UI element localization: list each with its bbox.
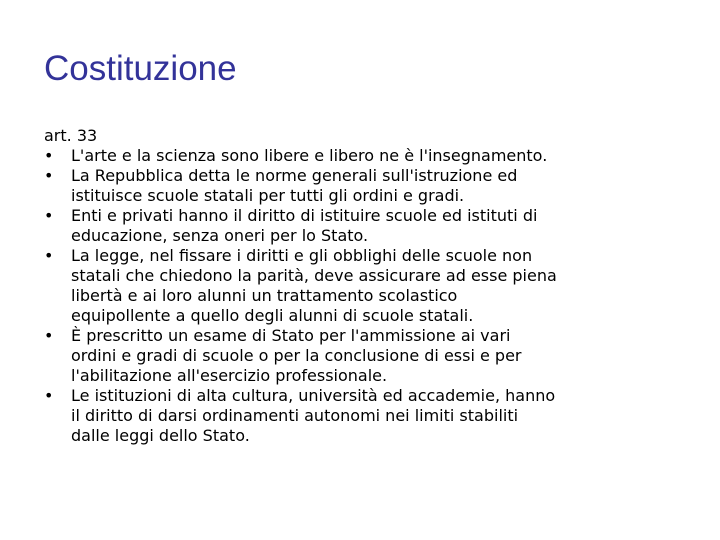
list-item-line: La Repubblica detta le norme generali sull'istruzione ed	[71, 166, 518, 185]
bullet-icon: •	[44, 246, 54, 265]
bullet-icon: •	[44, 166, 54, 185]
slide-title: Costituzione	[44, 49, 237, 88]
list-item-line: La legge, nel fissare i diritti e gli obblighi delle scuole non	[71, 246, 533, 265]
list-item	[44, 386, 694, 446]
list-item-line: il diritto di darsi ordinamenti autonomi nei limiti stabiliti	[71, 406, 519, 425]
list-item-line: dalle leggi dello Stato.	[71, 426, 250, 445]
list-item	[44, 206, 694, 246]
list-item-line: libertà e ai loro alunni un trattamento scolastico	[71, 286, 458, 305]
list-item-line: istituisce scuole statali per tutti gli ordini e gradi.	[71, 186, 465, 205]
list-item-line: statali che chiedono la parità, deve assicurare ad esse piena	[71, 266, 557, 285]
bullet-icon: •	[44, 146, 54, 165]
list-item	[44, 246, 694, 326]
article-heading: art. 33	[44, 126, 98, 145]
list-item-line: Enti e privati hanno il diritto di istituire scuole ed istituti di	[71, 206, 538, 225]
list-item-line: È prescritto un esame di Stato per l'ammissione ai vari	[71, 326, 511, 345]
bullet-icon: •	[44, 386, 54, 405]
list-item-line: ordini e gradi di scuole o per la conclusione di essi e per	[71, 346, 522, 365]
list-item-line: l'abilitazione all'esercizio professionale.	[71, 366, 388, 385]
list-item	[44, 326, 694, 386]
bullet-icon: •	[44, 326, 54, 345]
list-item	[44, 146, 694, 166]
bullet-icon: •	[44, 206, 54, 225]
slide-body	[44, 126, 694, 446]
article-points-list	[44, 146, 694, 446]
list-item-line: Le istituzioni di alta cultura, università ed accademie, hanno	[71, 386, 556, 405]
list-item	[44, 166, 694, 206]
list-item-line: educazione, senza oneri per lo Stato.	[71, 226, 369, 245]
list-item-line: equipollente a quello degli alunni di scuole statali.	[71, 306, 474, 325]
list-item-line: L'arte e la scienza sono libere e libero ne è l'insegnamento.	[71, 146, 548, 165]
